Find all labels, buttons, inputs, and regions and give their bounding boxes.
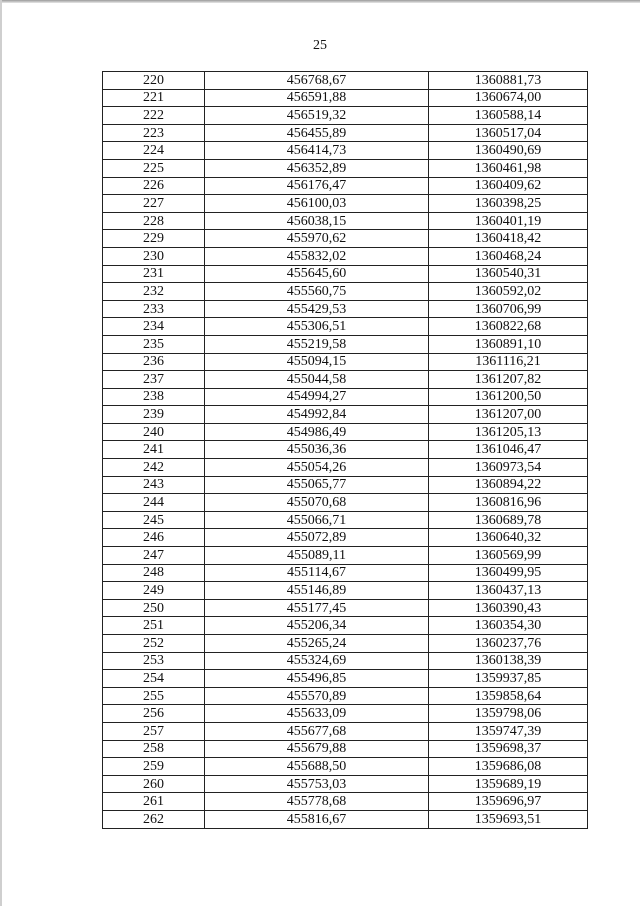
point-number-cell: 244 [103, 494, 205, 512]
y-coordinate-cell: 1360354,30 [429, 617, 588, 635]
point-number-cell: 256 [103, 705, 205, 723]
point-number-cell: 226 [103, 177, 205, 195]
x-coordinate-cell: 455677,68 [205, 722, 429, 740]
point-number-cell: 239 [103, 406, 205, 424]
x-coordinate-cell: 455206,34 [205, 617, 429, 635]
point-number-cell: 233 [103, 300, 205, 318]
x-coordinate-cell: 455066,71 [205, 511, 429, 529]
point-number-cell: 236 [103, 353, 205, 371]
y-coordinate-cell: 1360640,32 [429, 529, 588, 547]
y-coordinate-cell: 1360540,31 [429, 265, 588, 283]
x-coordinate-cell: 455570,89 [205, 687, 429, 705]
table-row [103, 195, 588, 213]
y-coordinate-cell: 1360409,62 [429, 177, 588, 195]
x-coordinate-cell: 455429,53 [205, 300, 429, 318]
x-coordinate-cell: 455496,85 [205, 670, 429, 688]
table-row [103, 72, 588, 90]
table-row [103, 283, 588, 301]
x-coordinate-cell: 455970,62 [205, 230, 429, 248]
table-row [103, 89, 588, 107]
x-coordinate-cell: 456519,32 [205, 107, 429, 125]
x-coordinate-cell: 455778,68 [205, 793, 429, 811]
table-row [103, 564, 588, 582]
table-row [103, 107, 588, 125]
point-number-cell: 225 [103, 159, 205, 177]
point-number-cell: 245 [103, 511, 205, 529]
point-number-cell: 246 [103, 529, 205, 547]
point-number-cell: 258 [103, 740, 205, 758]
y-coordinate-cell: 1360468,24 [429, 247, 588, 265]
y-coordinate-cell: 1360891,10 [429, 335, 588, 353]
point-number-cell: 259 [103, 758, 205, 776]
x-coordinate-cell: 455306,51 [205, 318, 429, 336]
y-coordinate-cell: 1360569,99 [429, 547, 588, 565]
x-coordinate-cell: 456455,89 [205, 124, 429, 142]
table-row [103, 494, 588, 512]
x-coordinate-cell: 455219,58 [205, 335, 429, 353]
y-coordinate-cell: 1360517,04 [429, 124, 588, 142]
y-coordinate-cell: 1360881,73 [429, 72, 588, 90]
y-coordinate-cell: 1361207,82 [429, 371, 588, 389]
x-coordinate-cell: 455645,60 [205, 265, 429, 283]
table-row [103, 705, 588, 723]
x-coordinate-cell: 455054,26 [205, 459, 429, 477]
x-coordinate-cell: 455089,11 [205, 547, 429, 565]
scan-edge-left [0, 0, 2, 906]
point-number-cell: 249 [103, 582, 205, 600]
table-row [103, 511, 588, 529]
point-number-cell: 222 [103, 107, 205, 125]
table-row [103, 740, 588, 758]
x-coordinate-cell: 455679,88 [205, 740, 429, 758]
table-row [103, 617, 588, 635]
y-coordinate-cell: 1359747,39 [429, 722, 588, 740]
y-coordinate-cell: 1359698,37 [429, 740, 588, 758]
point-number-cell: 243 [103, 476, 205, 494]
point-number-cell: 242 [103, 459, 205, 477]
x-coordinate-cell: 455753,03 [205, 775, 429, 793]
y-coordinate-cell: 1360588,14 [429, 107, 588, 125]
x-coordinate-cell: 454994,27 [205, 388, 429, 406]
table-row [103, 335, 588, 353]
y-coordinate-cell: 1360418,42 [429, 230, 588, 248]
point-number-cell: 227 [103, 195, 205, 213]
table-row [103, 159, 588, 177]
y-coordinate-cell: 1359858,64 [429, 687, 588, 705]
table-row [103, 212, 588, 230]
y-coordinate-cell: 1359689,19 [429, 775, 588, 793]
y-coordinate-cell: 1360237,76 [429, 635, 588, 653]
point-number-cell: 235 [103, 335, 205, 353]
point-number-cell: 238 [103, 388, 205, 406]
x-coordinate-cell: 456591,88 [205, 89, 429, 107]
y-coordinate-cell: 1360490,69 [429, 142, 588, 160]
table-row [103, 406, 588, 424]
point-number-cell: 241 [103, 441, 205, 459]
y-coordinate-cell: 1359693,51 [429, 810, 588, 828]
y-coordinate-cell: 1360401,19 [429, 212, 588, 230]
x-coordinate-cell: 455146,89 [205, 582, 429, 600]
x-coordinate-cell: 455114,67 [205, 564, 429, 582]
y-coordinate-cell: 1360437,13 [429, 582, 588, 600]
y-coordinate-cell: 1360592,02 [429, 283, 588, 301]
x-coordinate-cell: 455177,45 [205, 599, 429, 617]
x-coordinate-cell: 455070,68 [205, 494, 429, 512]
point-number-cell: 248 [103, 564, 205, 582]
y-coordinate-cell: 1360138,39 [429, 652, 588, 670]
point-number-cell: 254 [103, 670, 205, 688]
x-coordinate-cell: 455816,67 [205, 810, 429, 828]
table-row [103, 371, 588, 389]
table-row [103, 687, 588, 705]
y-coordinate-cell: 1359696,97 [429, 793, 588, 811]
y-coordinate-cell: 1359937,85 [429, 670, 588, 688]
point-number-cell: 257 [103, 722, 205, 740]
table-row [103, 388, 588, 406]
table-row [103, 476, 588, 494]
point-number-cell: 234 [103, 318, 205, 336]
table-row [103, 529, 588, 547]
point-number-cell: 228 [103, 212, 205, 230]
x-coordinate-cell: 455094,15 [205, 353, 429, 371]
x-coordinate-cell: 456100,03 [205, 195, 429, 213]
x-coordinate-cell: 455633,09 [205, 705, 429, 723]
table-row [103, 810, 588, 828]
point-number-cell: 223 [103, 124, 205, 142]
table-row [103, 775, 588, 793]
point-number-cell: 237 [103, 371, 205, 389]
table-row [103, 793, 588, 811]
x-coordinate-cell: 456038,15 [205, 212, 429, 230]
y-coordinate-cell: 1361207,00 [429, 406, 588, 424]
point-number-cell: 252 [103, 635, 205, 653]
y-coordinate-cell: 1360706,99 [429, 300, 588, 318]
table-row [103, 300, 588, 318]
table-row [103, 670, 588, 688]
x-coordinate-cell: 455036,36 [205, 441, 429, 459]
point-number-cell: 229 [103, 230, 205, 248]
table-row [103, 318, 588, 336]
x-coordinate-cell: 455688,50 [205, 758, 429, 776]
y-coordinate-cell: 1361200,50 [429, 388, 588, 406]
x-coordinate-cell: 455265,24 [205, 635, 429, 653]
x-coordinate-cell: 455324,69 [205, 652, 429, 670]
x-coordinate-cell: 456414,73 [205, 142, 429, 160]
table-row [103, 582, 588, 600]
table-row [103, 423, 588, 441]
point-number-cell: 250 [103, 599, 205, 617]
coordinates-table [102, 71, 588, 829]
y-coordinate-cell: 1360398,25 [429, 195, 588, 213]
x-coordinate-cell: 455065,77 [205, 476, 429, 494]
x-coordinate-cell: 455044,58 [205, 371, 429, 389]
y-coordinate-cell: 1359798,06 [429, 705, 588, 723]
y-coordinate-cell: 1360894,22 [429, 476, 588, 494]
y-coordinate-cell: 1361205,13 [429, 423, 588, 441]
table-row [103, 230, 588, 248]
x-coordinate-cell: 456176,47 [205, 177, 429, 195]
y-coordinate-cell: 1361116,21 [429, 353, 588, 371]
table-row [103, 124, 588, 142]
x-coordinate-cell: 455560,75 [205, 283, 429, 301]
point-number-cell: 253 [103, 652, 205, 670]
point-number-cell: 230 [103, 247, 205, 265]
point-number-cell: 247 [103, 547, 205, 565]
table-row [103, 652, 588, 670]
point-number-cell: 255 [103, 687, 205, 705]
point-number-cell: 260 [103, 775, 205, 793]
point-number-cell: 231 [103, 265, 205, 283]
x-coordinate-cell: 455832,02 [205, 247, 429, 265]
point-number-cell: 240 [103, 423, 205, 441]
y-coordinate-cell: 1360816,96 [429, 494, 588, 512]
table-row [103, 247, 588, 265]
table-row [103, 441, 588, 459]
y-coordinate-cell: 1360499,95 [429, 564, 588, 582]
coordinates-table-body [103, 72, 588, 829]
y-coordinate-cell: 1359686,08 [429, 758, 588, 776]
page-number: 25 [313, 38, 327, 53]
x-coordinate-cell: 455072,89 [205, 529, 429, 547]
y-coordinate-cell: 1360674,00 [429, 89, 588, 107]
scan-edge-top [0, 0, 640, 3]
x-coordinate-cell: 454992,84 [205, 406, 429, 424]
y-coordinate-cell: 1360390,43 [429, 599, 588, 617]
y-coordinate-cell: 1360973,54 [429, 459, 588, 477]
table-row [103, 635, 588, 653]
x-coordinate-cell: 454986,49 [205, 423, 429, 441]
x-coordinate-cell: 456768,67 [205, 72, 429, 90]
table-row [103, 353, 588, 371]
table-row [103, 142, 588, 160]
y-coordinate-cell: 1360461,98 [429, 159, 588, 177]
point-number-cell: 221 [103, 89, 205, 107]
table-row [103, 265, 588, 283]
y-coordinate-cell: 1361046,47 [429, 441, 588, 459]
table-row [103, 547, 588, 565]
table-row [103, 722, 588, 740]
table-row [103, 758, 588, 776]
y-coordinate-cell: 1360822,68 [429, 318, 588, 336]
table-row [103, 459, 588, 477]
table-row [103, 599, 588, 617]
point-number-cell: 220 [103, 72, 205, 90]
point-number-cell: 232 [103, 283, 205, 301]
point-number-cell: 262 [103, 810, 205, 828]
y-coordinate-cell: 1360689,78 [429, 511, 588, 529]
x-coordinate-cell: 456352,89 [205, 159, 429, 177]
point-number-cell: 224 [103, 142, 205, 160]
point-number-cell: 251 [103, 617, 205, 635]
table-row [103, 177, 588, 195]
point-number-cell: 261 [103, 793, 205, 811]
